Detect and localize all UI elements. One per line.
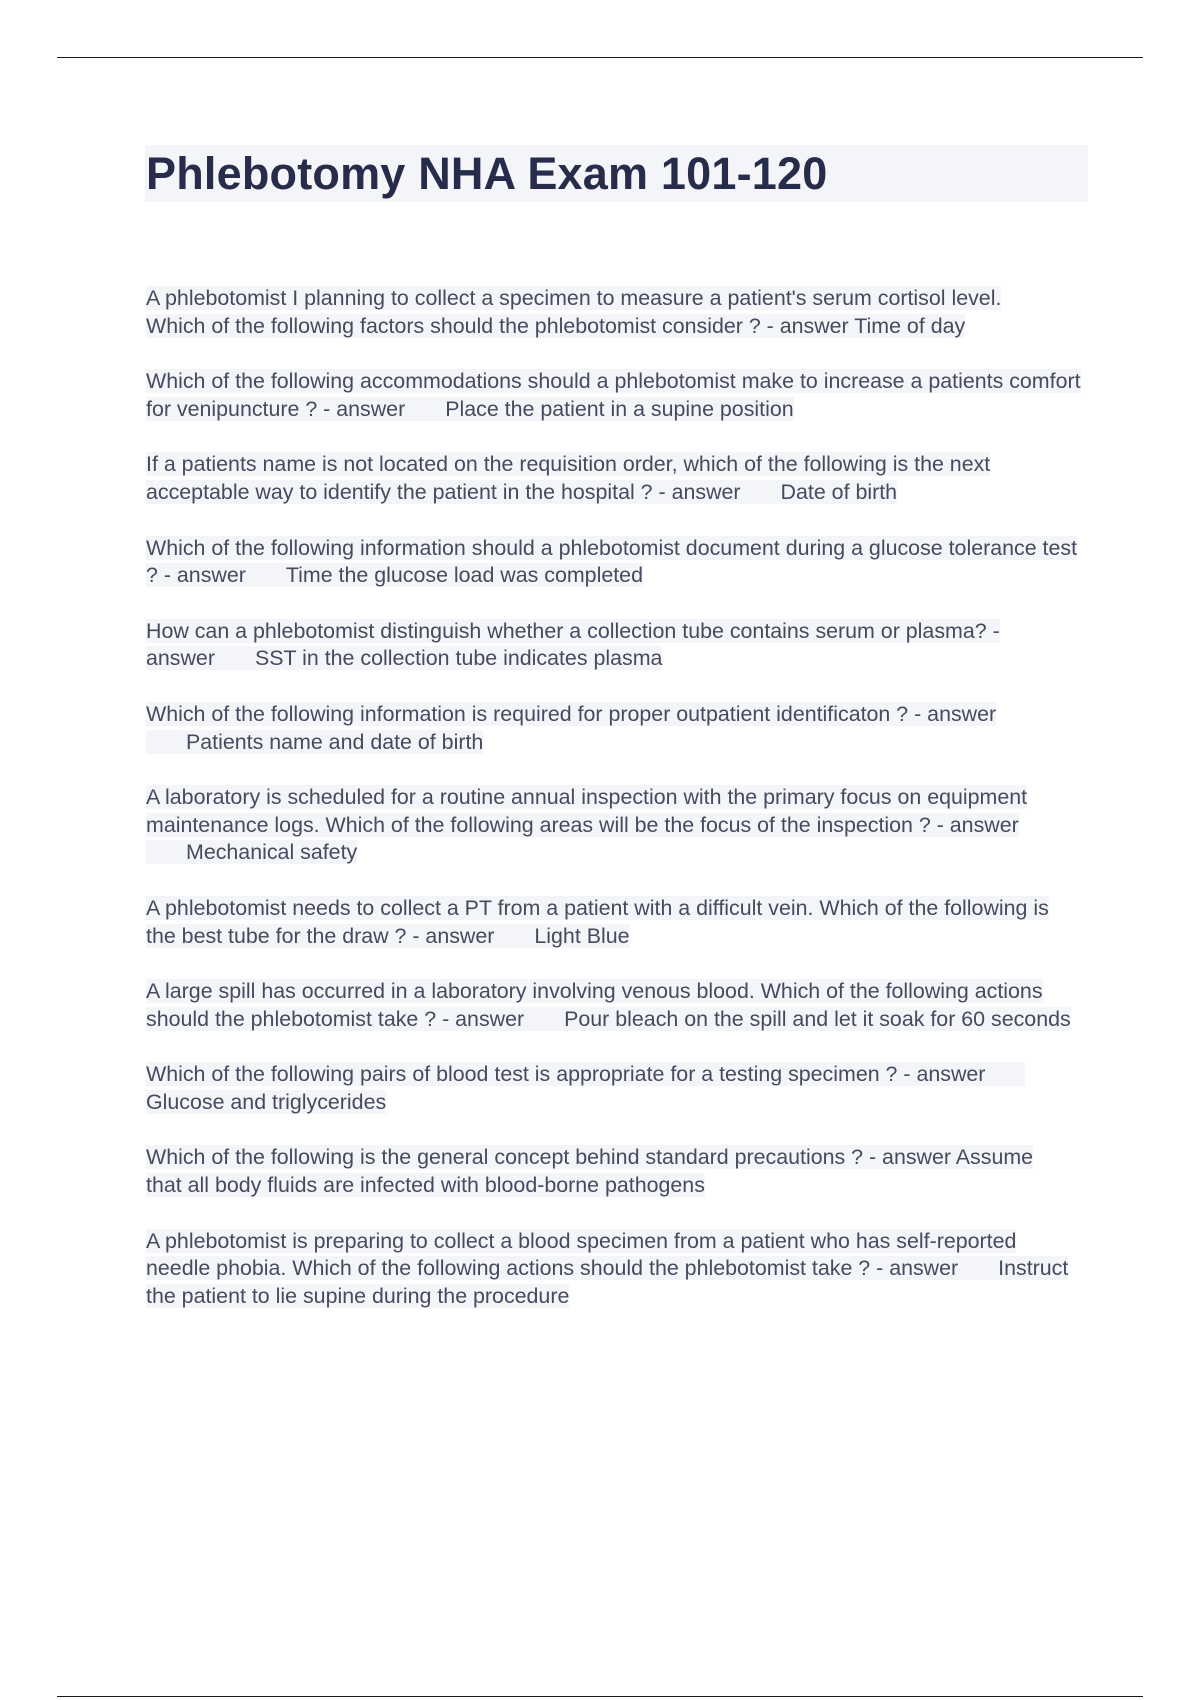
qa-item [146, 784, 1056, 867]
qa-item [146, 618, 1026, 673]
answer-text: Time of day [854, 313, 966, 338]
answer-text: Pour bleach on the spill and let it soak for 60 seconds [564, 1006, 1071, 1031]
answer-text: Date of birth [780, 479, 898, 504]
qa-item [146, 1228, 1086, 1311]
qa-item [146, 535, 1086, 590]
question-text: A phlebotomist I planning to collect a specimen to measure a patient's serum cortisol level. Which of the following factors should the phlebotomist consider ? - answer [146, 286, 1002, 338]
question-text: If a patients name is not located on the requisition order, which of the following is the next acceptable way to identify the patient in the hospital ? - answer [146, 452, 991, 504]
bottom-divider [57, 1696, 1143, 1697]
qa-item [146, 368, 1086, 423]
answer-text: Place the patient in a supine position [445, 396, 794, 421]
question-text: A large spill has occurred in a laboratory involving venous blood. Which of the following actions should the phlebotomist take ? - answer [146, 979, 1043, 1031]
answer-text: Time the glucose load was completed [285, 563, 643, 588]
top-divider [57, 57, 1143, 58]
question-text: Which of the following information is required for proper outpatient identificaton ? - answer [146, 701, 997, 726]
question-text: Which of the following accommodations should a phlebotomist make to increase a patients comfort for venipuncture ? - answer [146, 369, 1081, 421]
question-text: A phlebotomist needs to collect a PT from a patient with a difficult vein. Which of the following is the best tube for the draw ? - answer [146, 895, 1049, 948]
answer-text: Glucose and triglycerides [146, 1089, 387, 1114]
question-text: Which of the following information should a phlebotomist document during a glucose tolerance test ? - answer [146, 535, 1078, 588]
question-text: A laboratory is scheduled for a routine annual inspection with the primary focus on equipment maintenance logs. Which of the following areas will be the focus of the inspection ? - answer [146, 785, 1028, 837]
qa-item [146, 1144, 1066, 1199]
question-text: Which of the following pairs of blood test is appropriate for a testing specimen ? - answer [146, 1062, 986, 1087]
answer-text: Instruct the patient to lie supine during the procedure [146, 1256, 1069, 1308]
qa-item [146, 978, 1086, 1033]
question-text: A phlebotomist is preparing to collect a blood specimen from a patient who has self-reported needle phobia. Which of the following actions should the phlebotomist take ? - answer [146, 1228, 1017, 1281]
answer-text: Assume that all body fluids are infected with blood-borne pathogens [146, 1145, 1034, 1198]
question-text: Which of the following is the general concept behind standard precautions ? - answer [146, 1145, 952, 1170]
qa-item [146, 1061, 1026, 1116]
answer-text: Patients name and date of birth [186, 729, 484, 754]
question-text: How can a phlebotomist distinguish whether a collection tube contains serum or plasma? - answer [146, 618, 1000, 671]
qa-item [146, 895, 1056, 950]
qa-item [146, 285, 1051, 340]
qa-list [146, 285, 1086, 1338]
qa-item [146, 451, 1086, 506]
answer-text: Light Blue [534, 923, 630, 948]
answer-text: Mechanical safety [186, 840, 358, 865]
qa-item [146, 701, 1036, 756]
page-title: Phlebotomy NHA Exam 101-120 [146, 148, 828, 199]
answer-text: SST in the collection tube indicates plasma [254, 646, 663, 671]
